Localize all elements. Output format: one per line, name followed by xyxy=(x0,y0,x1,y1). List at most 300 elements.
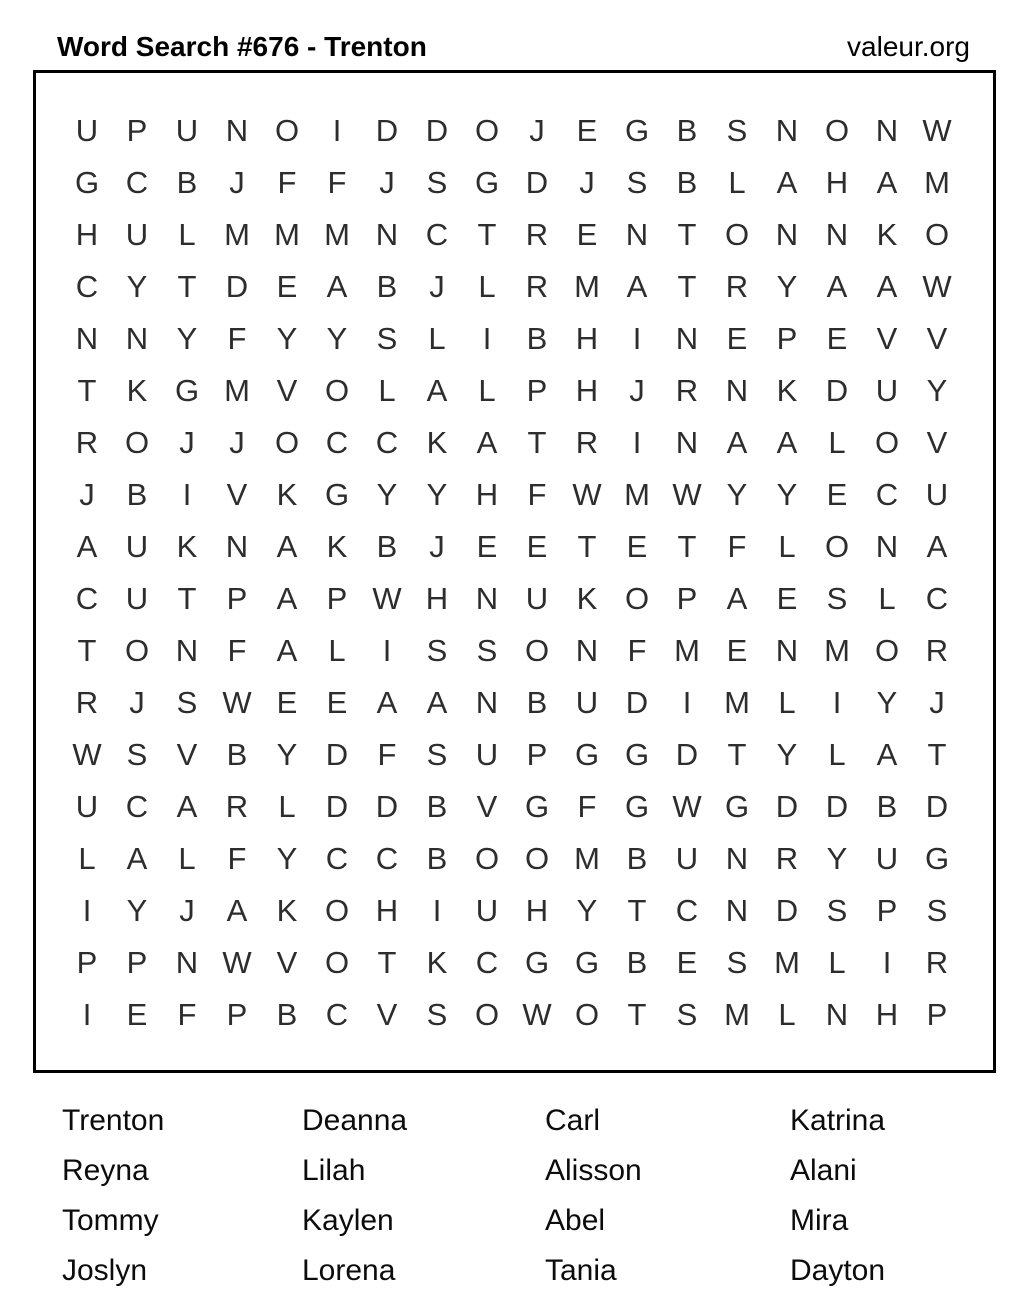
grid-cell-r15-c16[interactable]: Y xyxy=(826,841,848,876)
grid-cell-r2-c1[interactable]: G xyxy=(74,165,100,200)
grid-cell-r8-c13[interactable]: W xyxy=(672,477,702,512)
grid-cell-r13-c18[interactable]: T xyxy=(927,737,947,772)
grid-cell-r1-c5[interactable]: O xyxy=(274,113,300,148)
grid-cell-r17-c12[interactable]: B xyxy=(626,945,648,980)
grid-cell-r17-c2[interactable]: P xyxy=(126,945,148,980)
grid-cell-r4-c17[interactable]: A xyxy=(876,269,898,304)
grid-cell-r8-c15[interactable]: Y xyxy=(776,477,798,512)
grid-cell-r11-c1[interactable]: T xyxy=(77,633,97,668)
grid-cell-r12-c9[interactable]: N xyxy=(475,685,499,720)
grid-cell-r15-c14[interactable]: N xyxy=(725,841,749,876)
grid-cell-r9-c11[interactable]: T xyxy=(577,529,597,564)
grid-cell-r15-c6[interactable]: C xyxy=(325,841,349,876)
grid-cell-r7-c10[interactable]: T xyxy=(527,425,547,460)
grid-cell-r17-c18[interactable]: R xyxy=(925,945,949,980)
grid-cell-r17-c17[interactable]: I xyxy=(882,945,892,980)
grid-cell-r1-c1[interactable]: U xyxy=(75,113,99,148)
grid-cell-r18-c4[interactable]: P xyxy=(226,997,248,1032)
grid-cell-r16-c18[interactable]: S xyxy=(926,893,948,928)
grid-cell-r8-c17[interactable]: C xyxy=(875,477,899,512)
grid-cell-r15-c2[interactable]: A xyxy=(126,841,148,876)
grid-cell-r3-c9[interactable]: T xyxy=(477,217,497,252)
grid-cell-r14-c8[interactable]: B xyxy=(426,789,448,824)
grid-cell-r13-c13[interactable]: D xyxy=(675,737,699,772)
grid-cell-r7-c17[interactable]: O xyxy=(874,425,900,460)
grid-cell-r14-c5[interactable]: L xyxy=(278,789,296,824)
grid-cell-r7-c11[interactable]: R xyxy=(575,425,599,460)
grid-cell-r2-c16[interactable]: H xyxy=(825,165,849,200)
grid-cell-r2-c8[interactable]: S xyxy=(426,165,448,200)
grid-cell-r2-c11[interactable]: J xyxy=(579,165,595,200)
grid-cell-r16-c12[interactable]: T xyxy=(627,893,647,928)
grid-cell-r3-c4[interactable]: M xyxy=(224,217,250,252)
grid-cell-r8-c3[interactable]: I xyxy=(182,477,192,512)
grid-cell-r16-c2[interactable]: Y xyxy=(126,893,148,928)
grid-cell-r12-c12[interactable]: D xyxy=(625,685,649,720)
grid-cell-r15-c5[interactable]: Y xyxy=(276,841,298,876)
grid-cell-r18-c16[interactable]: N xyxy=(825,997,849,1032)
grid-cell-r16-c5[interactable]: K xyxy=(276,893,298,928)
grid-cell-r11-c13[interactable]: M xyxy=(674,633,700,668)
grid-cell-r13-c15[interactable]: Y xyxy=(776,737,798,772)
grid-cell-r5-c10[interactable]: B xyxy=(526,321,548,356)
grid-cell-r14-c7[interactable]: D xyxy=(375,789,399,824)
grid-cell-r6-c2[interactable]: K xyxy=(126,373,148,408)
grid-cell-r18-c17[interactable]: H xyxy=(875,997,899,1032)
grid-cell-r16-c3[interactable]: J xyxy=(179,893,195,928)
grid-cell-r16-c6[interactable]: O xyxy=(324,893,350,928)
grid-cell-r14-c4[interactable]: R xyxy=(225,789,249,824)
grid-cell-r10-c10[interactable]: U xyxy=(525,581,549,616)
grid-cell-r8-c12[interactable]: M xyxy=(624,477,650,512)
grid-cell-r5-c11[interactable]: H xyxy=(575,321,599,356)
grid-cell-r12-c6[interactable]: E xyxy=(326,685,348,720)
grid-cell-r1-c3[interactable]: U xyxy=(175,113,199,148)
grid-cell-r18-c18[interactable]: P xyxy=(926,997,948,1032)
grid-cell-r18-c1[interactable]: I xyxy=(82,997,92,1032)
grid-cell-r12-c2[interactable]: J xyxy=(129,685,145,720)
grid-cell-r17-c10[interactable]: G xyxy=(524,945,550,980)
grid-cell-r7-c2[interactable]: O xyxy=(124,425,150,460)
grid-cell-r1-c11[interactable]: E xyxy=(576,113,598,148)
grid-cell-r14-c10[interactable]: G xyxy=(524,789,550,824)
grid-cell-r15-c7[interactable]: C xyxy=(375,841,399,876)
grid-cell-r7-c16[interactable]: L xyxy=(828,425,846,460)
grid-cell-r9-c13[interactable]: T xyxy=(677,529,697,564)
grid-cell-r16-c8[interactable]: I xyxy=(432,893,442,928)
grid-cell-r4-c5[interactable]: E xyxy=(276,269,298,304)
grid-cell-r18-c11[interactable]: O xyxy=(574,997,600,1032)
grid-cell-r4-c15[interactable]: Y xyxy=(776,269,798,304)
grid-cell-r6-c8[interactable]: A xyxy=(426,373,448,408)
grid-cell-r14-c6[interactable]: D xyxy=(325,789,349,824)
grid-cell-r17-c16[interactable]: L xyxy=(828,945,846,980)
grid-cell-r1-c13[interactable]: B xyxy=(676,113,698,148)
grid-cell-r17-c4[interactable]: W xyxy=(222,945,252,980)
grid-cell-r18-c15[interactable]: L xyxy=(778,997,796,1032)
grid-cell-r10-c16[interactable]: S xyxy=(826,581,848,616)
grid-cell-r6-c13[interactable]: R xyxy=(675,373,699,408)
grid-cell-r3-c16[interactable]: N xyxy=(825,217,849,252)
grid-cell-r9-c5[interactable]: A xyxy=(276,529,298,564)
grid-cell-r12-c17[interactable]: Y xyxy=(876,685,898,720)
grid-cell-r12-c14[interactable]: M xyxy=(724,685,750,720)
grid-cell-r14-c13[interactable]: W xyxy=(672,789,702,824)
grid-cell-r18-c8[interactable]: S xyxy=(426,997,448,1032)
grid-cell-r14-c18[interactable]: D xyxy=(925,789,949,824)
grid-cell-r2-c6[interactable]: F xyxy=(327,165,347,200)
grid-cell-r15-c18[interactable]: G xyxy=(924,841,950,876)
grid-cell-r3-c12[interactable]: N xyxy=(625,217,649,252)
grid-cell-r6-c12[interactable]: J xyxy=(629,373,645,408)
grid-cell-r11-c7[interactable]: I xyxy=(382,633,392,668)
grid-cell-r11-c4[interactable]: F xyxy=(227,633,247,668)
grid-cell-r16-c11[interactable]: Y xyxy=(576,893,598,928)
grid-cell-r14-c17[interactable]: B xyxy=(876,789,898,824)
grid-cell-r9-c18[interactable]: A xyxy=(926,529,948,564)
grid-cell-r9-c17[interactable]: N xyxy=(875,529,899,564)
grid-cell-r1-c7[interactable]: D xyxy=(375,113,399,148)
grid-cell-r11-c11[interactable]: N xyxy=(575,633,599,668)
grid-cell-r14-c2[interactable]: C xyxy=(125,789,149,824)
grid-cell-r10-c7[interactable]: W xyxy=(372,581,402,616)
grid-cell-r9-c8[interactable]: J xyxy=(429,529,445,564)
grid-cell-r6-c11[interactable]: H xyxy=(575,373,599,408)
grid-cell-r4-c9[interactable]: L xyxy=(478,269,496,304)
grid-cell-r16-c17[interactable]: P xyxy=(876,893,898,928)
grid-cell-r12-c8[interactable]: A xyxy=(426,685,448,720)
grid-cell-r2-c12[interactable]: S xyxy=(626,165,648,200)
grid-cell-r5-c6[interactable]: Y xyxy=(326,321,348,356)
grid-cell-r18-c7[interactable]: V xyxy=(376,997,398,1032)
grid-cell-r9-c10[interactable]: E xyxy=(526,529,548,564)
grid-cell-r4-c18[interactable]: W xyxy=(922,269,952,304)
grid-cell-r13-c6[interactable]: D xyxy=(325,737,349,772)
grid-cell-r17-c14[interactable]: S xyxy=(726,945,748,980)
grid-cell-r18-c5[interactable]: B xyxy=(276,997,298,1032)
grid-cell-r7-c4[interactable]: J xyxy=(229,425,245,460)
grid-cell-r6-c4[interactable]: M xyxy=(224,373,250,408)
grid-cell-r5-c9[interactable]: I xyxy=(482,321,492,356)
grid-cell-r6-c1[interactable]: T xyxy=(77,373,97,408)
grid-cell-r16-c10[interactable]: H xyxy=(525,893,549,928)
grid-cell-r2-c5[interactable]: F xyxy=(277,165,297,200)
grid-cell-r8-c2[interactable]: B xyxy=(126,477,148,512)
grid-cell-r13-c1[interactable]: W xyxy=(72,737,102,772)
grid-cell-r6-c5[interactable]: V xyxy=(276,373,298,408)
grid-cell-r8-c5[interactable]: K xyxy=(276,477,298,512)
grid-cell-r3-c10[interactable]: R xyxy=(525,217,549,252)
grid-cell-r13-c17[interactable]: A xyxy=(876,737,898,772)
grid-cell-r10-c8[interactable]: H xyxy=(425,581,449,616)
grid-cell-r3-c11[interactable]: E xyxy=(576,217,598,252)
grid-cell-r8-c11[interactable]: W xyxy=(572,477,602,512)
grid-cell-r13-c10[interactable]: P xyxy=(526,737,548,772)
grid-cell-r4-c1[interactable]: C xyxy=(75,269,99,304)
grid-cell-r7-c12[interactable]: I xyxy=(632,425,642,460)
grid-cell-r13-c5[interactable]: Y xyxy=(276,737,298,772)
grid-cell-r5-c2[interactable]: N xyxy=(125,321,149,356)
grid-cell-r5-c7[interactable]: S xyxy=(376,321,398,356)
grid-cell-r13-c4[interactable]: B xyxy=(226,737,248,772)
grid-cell-r15-c10[interactable]: O xyxy=(524,841,550,876)
grid-cell-r8-c10[interactable]: F xyxy=(527,477,547,512)
grid-cell-r7-c6[interactable]: C xyxy=(325,425,349,460)
grid-cell-r17-c9[interactable]: C xyxy=(475,945,499,980)
grid-cell-r14-c3[interactable]: A xyxy=(176,789,198,824)
grid-cell-r11-c12[interactable]: F xyxy=(627,633,647,668)
grid-cell-r7-c8[interactable]: K xyxy=(426,425,448,460)
grid-cell-r12-c10[interactable]: B xyxy=(526,685,548,720)
grid-cell-r17-c15[interactable]: M xyxy=(774,945,800,980)
grid-cell-r9-c9[interactable]: E xyxy=(476,529,498,564)
grid-cell-r16-c1[interactable]: I xyxy=(82,893,92,928)
grid-cell-r1-c14[interactable]: S xyxy=(726,113,748,148)
grid-cell-r14-c16[interactable]: D xyxy=(825,789,849,824)
grid-cell-r8-c9[interactable]: H xyxy=(475,477,499,512)
grid-cell-r4-c11[interactable]: M xyxy=(574,269,600,304)
grid-cell-r1-c2[interactable]: P xyxy=(126,113,148,148)
grid-cell-r5-c1[interactable]: N xyxy=(75,321,99,356)
grid-cell-r13-c3[interactable]: V xyxy=(176,737,198,772)
grid-cell-r16-c14[interactable]: N xyxy=(725,893,749,928)
grid-cell-r18-c12[interactable]: T xyxy=(627,997,647,1032)
grid-cell-r13-c7[interactable]: F xyxy=(377,737,397,772)
grid-cell-r7-c7[interactable]: C xyxy=(375,425,399,460)
grid-cell-r14-c9[interactable]: V xyxy=(476,789,498,824)
grid-cell-r1-c12[interactable]: G xyxy=(624,113,650,148)
grid-cell-r4-c4[interactable]: D xyxy=(225,269,249,304)
grid-cell-r18-c3[interactable]: F xyxy=(177,997,197,1032)
grid-cell-r4-c3[interactable]: T xyxy=(177,269,197,304)
grid-cell-r17-c1[interactable]: P xyxy=(76,945,98,980)
grid-cell-r13-c9[interactable]: U xyxy=(475,737,499,772)
grid-cell-r1-c6[interactable]: I xyxy=(332,113,342,148)
grid-cell-r13-c8[interactable]: S xyxy=(426,737,448,772)
grid-cell-r5-c3[interactable]: Y xyxy=(176,321,198,356)
grid-cell-r1-c8[interactable]: D xyxy=(425,113,449,148)
grid-cell-r1-c15[interactable]: N xyxy=(775,113,799,148)
grid-cell-r10-c15[interactable]: E xyxy=(776,581,798,616)
grid-cell-r3-c1[interactable]: H xyxy=(75,217,99,252)
grid-cell-r15-c1[interactable]: L xyxy=(78,841,96,876)
grid-cell-r10-c9[interactable]: N xyxy=(475,581,499,616)
grid-cell-r6-c14[interactable]: N xyxy=(725,373,749,408)
grid-cell-r3-c6[interactable]: M xyxy=(324,217,350,252)
grid-cell-r15-c12[interactable]: B xyxy=(626,841,648,876)
grid-cell-r8-c18[interactable]: U xyxy=(925,477,949,512)
grid-cell-r16-c15[interactable]: D xyxy=(775,893,799,928)
grid-cell-r15-c9[interactable]: O xyxy=(474,841,500,876)
grid-cell-r1-c9[interactable]: O xyxy=(474,113,500,148)
grid-cell-r15-c17[interactable]: U xyxy=(875,841,899,876)
grid-cell-r17-c6[interactable]: O xyxy=(324,945,350,980)
grid-cell-r13-c16[interactable]: L xyxy=(828,737,846,772)
grid-cell-r4-c14[interactable]: R xyxy=(725,269,749,304)
grid-cell-r12-c11[interactable]: U xyxy=(575,685,599,720)
grid-cell-r12-c5[interactable]: E xyxy=(276,685,298,720)
grid-cell-r9-c14[interactable]: F xyxy=(727,529,747,564)
grid-cell-r2-c18[interactable]: M xyxy=(924,165,950,200)
grid-cell-r11-c3[interactable]: N xyxy=(175,633,199,668)
grid-cell-r18-c9[interactable]: O xyxy=(474,997,500,1032)
grid-cell-r2-c17[interactable]: A xyxy=(876,165,898,200)
grid-cell-r6-c16[interactable]: D xyxy=(825,373,849,408)
grid-cell-r7-c3[interactable]: J xyxy=(179,425,195,460)
grid-cell-r7-c1[interactable]: R xyxy=(75,425,99,460)
grid-cell-r9-c4[interactable]: N xyxy=(225,529,249,564)
grid-cell-r10-c11[interactable]: K xyxy=(576,581,598,616)
grid-cell-r8-c4[interactable]: V xyxy=(226,477,248,512)
grid-cell-r6-c7[interactable]: L xyxy=(378,373,396,408)
grid-cell-r8-c1[interactable]: J xyxy=(79,477,95,512)
grid-cell-r12-c4[interactable]: W xyxy=(222,685,252,720)
grid-cell-r4-c8[interactable]: J xyxy=(429,269,445,304)
grid-cell-r2-c15[interactable]: A xyxy=(776,165,798,200)
grid-cell-r16-c16[interactable]: S xyxy=(826,893,848,928)
grid-cell-r12-c7[interactable]: A xyxy=(376,685,398,720)
grid-cell-r3-c17[interactable]: K xyxy=(876,217,898,252)
grid-cell-r12-c1[interactable]: R xyxy=(75,685,99,720)
grid-cell-r11-c6[interactable]: L xyxy=(328,633,346,668)
grid-cell-r15-c11[interactable]: M xyxy=(574,841,600,876)
grid-cell-r12-c3[interactable]: S xyxy=(176,685,198,720)
grid-cell-r9-c3[interactable]: K xyxy=(176,529,198,564)
grid-cell-r10-c17[interactable]: L xyxy=(878,581,896,616)
grid-cell-r6-c15[interactable]: K xyxy=(776,373,798,408)
grid-cell-r16-c9[interactable]: U xyxy=(475,893,499,928)
grid-cell-r4-c13[interactable]: T xyxy=(677,269,697,304)
grid-cell-r12-c18[interactable]: J xyxy=(929,685,945,720)
grid-cell-r10-c13[interactable]: P xyxy=(676,581,698,616)
grid-cell-r17-c3[interactable]: N xyxy=(175,945,199,980)
grid-cell-r2-c14[interactable]: L xyxy=(728,165,746,200)
grid-cell-r2-c9[interactable]: G xyxy=(474,165,500,200)
grid-cell-r7-c18[interactable]: V xyxy=(926,425,948,460)
grid-cell-r13-c11[interactable]: G xyxy=(574,737,600,772)
grid-cell-r3-c2[interactable]: U xyxy=(125,217,149,252)
grid-cell-r9-c12[interactable]: E xyxy=(626,529,648,564)
grid-cell-r10-c4[interactable]: P xyxy=(226,581,248,616)
grid-cell-r9-c1[interactable]: A xyxy=(76,529,98,564)
grid-cell-r15-c13[interactable]: U xyxy=(675,841,699,876)
grid-cell-r5-c8[interactable]: L xyxy=(428,321,446,356)
grid-cell-r17-c8[interactable]: K xyxy=(426,945,448,980)
grid-cell-r18-c14[interactable]: M xyxy=(724,997,750,1032)
grid-cell-r11-c18[interactable]: R xyxy=(925,633,949,668)
grid-cell-r4-c12[interactable]: A xyxy=(626,269,648,304)
grid-cell-r9-c2[interactable]: U xyxy=(125,529,149,564)
grid-cell-r4-c10[interactable]: R xyxy=(525,269,549,304)
grid-cell-r3-c15[interactable]: N xyxy=(775,217,799,252)
grid-cell-r3-c14[interactable]: O xyxy=(724,217,750,252)
grid-cell-r7-c14[interactable]: A xyxy=(726,425,748,460)
grid-cell-r16-c4[interactable]: A xyxy=(226,893,248,928)
grid-cell-r10-c3[interactable]: T xyxy=(177,581,197,616)
grid-cell-r18-c2[interactable]: E xyxy=(126,997,148,1032)
grid-cell-r6-c9[interactable]: L xyxy=(478,373,496,408)
grid-cell-r12-c13[interactable]: I xyxy=(682,685,692,720)
grid-cell-r8-c16[interactable]: E xyxy=(826,477,848,512)
grid-cell-r17-c13[interactable]: E xyxy=(676,945,698,980)
grid-cell-r5-c17[interactable]: V xyxy=(876,321,898,356)
grid-cell-r10-c6[interactable]: P xyxy=(326,581,348,616)
grid-cell-r2-c10[interactable]: D xyxy=(525,165,549,200)
grid-cell-r4-c2[interactable]: Y xyxy=(126,269,148,304)
grid-cell-r1-c10[interactable]: J xyxy=(529,113,545,148)
grid-cell-r9-c16[interactable]: O xyxy=(824,529,850,564)
grid-cell-r3-c3[interactable]: L xyxy=(178,217,196,252)
grid-cell-r1-c4[interactable]: N xyxy=(225,113,249,148)
grid-cell-r7-c9[interactable]: A xyxy=(476,425,498,460)
grid-cell-r14-c14[interactable]: G xyxy=(724,789,750,824)
grid-cell-r10-c1[interactable]: C xyxy=(75,581,99,616)
grid-cell-r14-c1[interactable]: U xyxy=(75,789,99,824)
grid-cell-r16-c13[interactable]: C xyxy=(675,893,699,928)
grid-cell-r2-c13[interactable]: B xyxy=(676,165,698,200)
grid-cell-r5-c4[interactable]: F xyxy=(227,321,247,356)
grid-cell-r12-c15[interactable]: L xyxy=(778,685,796,720)
grid-cell-r3-c8[interactable]: C xyxy=(425,217,449,252)
grid-cell-r17-c7[interactable]: T xyxy=(377,945,397,980)
grid-cell-r7-c13[interactable]: N xyxy=(675,425,699,460)
grid-cell-r4-c6[interactable]: A xyxy=(326,269,348,304)
grid-cell-r6-c17[interactable]: U xyxy=(875,373,899,408)
grid-cell-r1-c17[interactable]: N xyxy=(875,113,899,148)
grid-cell-r5-c18[interactable]: V xyxy=(926,321,948,356)
grid-cell-r15-c3[interactable]: L xyxy=(178,841,196,876)
grid-cell-r3-c18[interactable]: O xyxy=(924,217,950,252)
grid-cell-r2-c3[interactable]: B xyxy=(176,165,198,200)
grid-cell-r5-c16[interactable]: E xyxy=(826,321,848,356)
grid-cell-r9-c6[interactable]: K xyxy=(326,529,348,564)
grid-cell-r9-c15[interactable]: L xyxy=(778,529,796,564)
grid-cell-r11-c17[interactable]: O xyxy=(874,633,900,668)
grid-cell-r2-c4[interactable]: J xyxy=(229,165,245,200)
grid-cell-r16-c7[interactable]: H xyxy=(375,893,399,928)
grid-cell-r3-c5[interactable]: M xyxy=(274,217,300,252)
grid-cell-r11-c10[interactable]: O xyxy=(524,633,550,668)
grid-cell-r1-c16[interactable]: O xyxy=(824,113,850,148)
grid-cell-r5-c14[interactable]: E xyxy=(726,321,748,356)
grid-cell-r11-c14[interactable]: E xyxy=(726,633,748,668)
grid-cell-r11-c5[interactable]: A xyxy=(276,633,298,668)
grid-cell-r8-c6[interactable]: G xyxy=(324,477,350,512)
grid-cell-r6-c6[interactable]: O xyxy=(324,373,350,408)
grid-cell-r6-c10[interactable]: P xyxy=(526,373,548,408)
grid-cell-r15-c15[interactable]: R xyxy=(775,841,799,876)
grid-cell-r11-c9[interactable]: S xyxy=(476,633,498,668)
grid-cell-r8-c7[interactable]: Y xyxy=(376,477,398,512)
grid-cell-r2-c7[interactable]: J xyxy=(379,165,395,200)
grid-cell-r5-c5[interactable]: Y xyxy=(276,321,298,356)
grid-cell-r15-c8[interactable]: B xyxy=(426,841,448,876)
grid-cell-r14-c11[interactable]: F xyxy=(577,789,597,824)
grid-cell-r10-c14[interactable]: A xyxy=(726,581,748,616)
grid-cell-r7-c15[interactable]: A xyxy=(776,425,798,460)
grid-cell-r10-c2[interactable]: U xyxy=(125,581,149,616)
grid-cell-r6-c18[interactable]: Y xyxy=(926,373,948,408)
grid-cell-r6-c3[interactable]: G xyxy=(174,373,200,408)
grid-cell-r7-c5[interactable]: O xyxy=(274,425,300,460)
grid-cell-r2-c2[interactable]: C xyxy=(125,165,149,200)
grid-cell-r5-c13[interactable]: N xyxy=(675,321,699,356)
grid-cell-r3-c7[interactable]: N xyxy=(375,217,399,252)
grid-cell-r14-c12[interactable]: G xyxy=(624,789,650,824)
grid-cell-r11-c16[interactable]: M xyxy=(824,633,850,668)
grid-cell-r10-c18[interactable]: C xyxy=(925,581,949,616)
grid-cell-r11-c15[interactable]: N xyxy=(775,633,799,668)
